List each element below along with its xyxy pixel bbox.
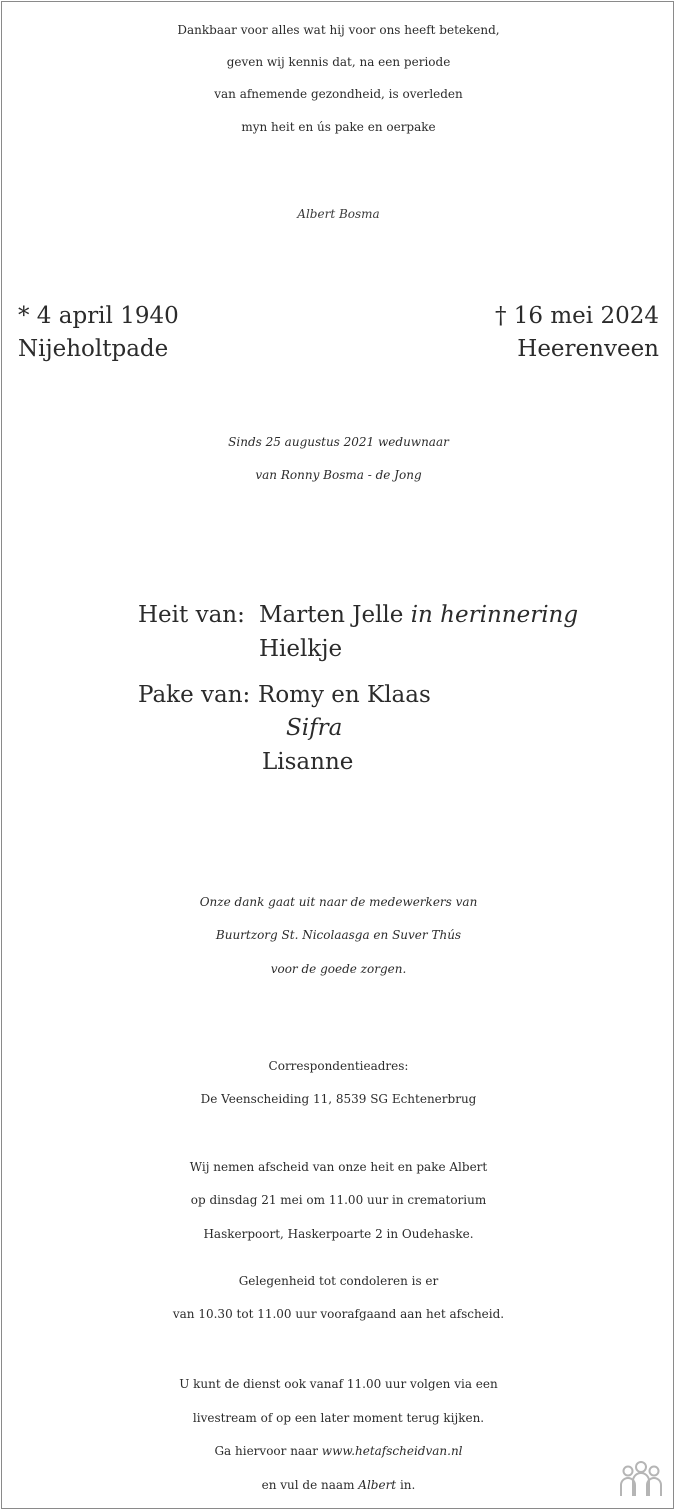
pake-label: Pake van: <box>138 682 251 708</box>
heit-label: Heit van: <box>138 602 245 628</box>
intro-line-4: myn heit en ús pake en oerpake <box>241 120 436 134</box>
pake-grandchild-2: Sifra <box>286 715 343 741</box>
deceased-name: Albert Bosma <box>297 207 380 221</box>
livestream-line-4 <box>0 1469 677 1501</box>
farewell-line-3: Haskerpoort, Haskerpoarte 2 in Oudehaske. <box>203 1227 474 1241</box>
thanks-line-1: Onze dank gaat uit naar de medewerkers van <box>199 895 478 909</box>
pake-grandchild-1: Romy en Klaas <box>258 682 431 708</box>
widower-line-1: Sinds 25 augustus 2021 weduwnaar <box>228 435 449 449</box>
birth-date: * 4 april 1940 <box>18 303 179 329</box>
livestream-line-4-prefix: en vul de naam <box>261 1478 355 1492</box>
website-link[interactable]: www.hetafscheidvan.nl <box>321 1444 463 1458</box>
livestream-line-2: livestream of op een later moment terug kijken. <box>192 1411 485 1425</box>
address-label: Correspondentieadres: <box>268 1059 409 1073</box>
livestream-line-3-prefix: Ga hiervoor naar <box>214 1444 318 1458</box>
livestream-line-1: U kunt de dienst ook vanaf 11.00 uur volgen via een <box>179 1377 498 1391</box>
farewell-line-2: op dinsdag 21 mei om 11.00 uur in crematorium <box>190 1193 487 1207</box>
pake-grandchild-3: Lisanne <box>262 749 354 775</box>
widower-line-2: van Ronny Bosma - de Jong <box>255 468 422 482</box>
people-group-icon <box>618 1460 664 1500</box>
heit-child-1-name: Marten Jelle <box>259 602 404 628</box>
heit-child-2: Hielkje <box>259 636 343 662</box>
condolence-line-1: Gelegenheid tot condoleren is er <box>238 1274 439 1288</box>
thanks-line-2: Buurtzorg St. Nicolaasga en Suver Thús <box>215 928 462 942</box>
condolence-line-2: van 10.30 tot 11.00 uur voorafgaand aan het afscheid. <box>172 1307 505 1321</box>
death-date: † 16 mei 2024 <box>494 303 659 329</box>
thanks-line-3: voor de goede zorgen. <box>270 962 407 976</box>
livestream-line-3 <box>0 1435 677 1467</box>
birth-place: Nijeholtpade <box>18 336 169 362</box>
farewell-line-1: Wij nemen afscheid van onze heit en pake Albert <box>189 1160 488 1174</box>
in-memory-note: in herinnering <box>410 602 579 628</box>
intro-line-3: van afnemende gezondheid, is overleden <box>214 87 463 101</box>
death-place: Heerenveen <box>517 336 659 362</box>
intro-line-2: geven wij kennis dat, na een periode <box>226 55 451 69</box>
address-line: De Veenscheiding 11, 8539 SG Echtenerbrug <box>200 1092 477 1106</box>
heit-child-1 <box>259 599 578 631</box>
livestream-name: Albert <box>358 1478 397 1492</box>
intro-line-1: Dankbaar voor alles wat hij voor ons heeft betekend, <box>177 23 500 37</box>
livestream-line-4-suffix: in. <box>399 1478 416 1492</box>
